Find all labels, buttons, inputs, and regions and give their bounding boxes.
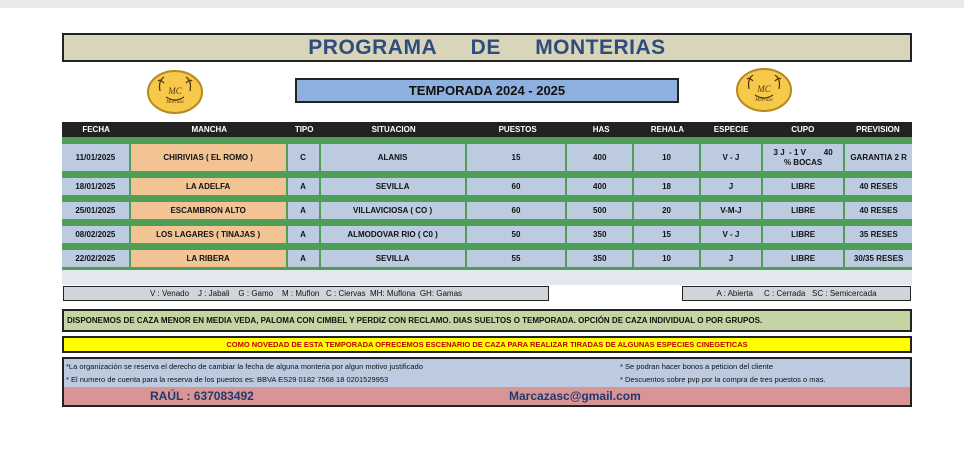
cell-has: 400 xyxy=(567,144,632,171)
row-separator xyxy=(62,219,912,226)
cell-rehala: 20 xyxy=(634,202,699,219)
table-header xyxy=(62,122,912,137)
cell-mancha: CHIRIVIAS ( EL ROMO ) xyxy=(131,144,286,171)
note-date-change: *La organización se reserva el derecho de cambiar la fecha de alguna monteria por algun motivo justificado xyxy=(66,362,423,371)
season-label: TEMPORADA 2024 - 2025 xyxy=(295,78,679,103)
header-situacion: SITUACION xyxy=(371,125,416,134)
svg-text:MC: MC xyxy=(168,86,182,96)
contact-email[interactable]: Marcazasc@gmail.com xyxy=(509,389,641,403)
header-cupo: CUPO xyxy=(791,125,815,134)
cell-situacion: SEVILLA xyxy=(321,178,465,195)
cell-situacion: ALANIS xyxy=(321,144,465,171)
contact-phone[interactable]: RAÚL : 637083492 xyxy=(150,389,254,403)
cell-tipo: A xyxy=(288,202,319,219)
cell-prevision: 30/35 RESES xyxy=(845,250,912,267)
header-puestos: PUESTOS xyxy=(498,125,537,134)
table-row xyxy=(62,202,912,219)
cell-puestos: 15 xyxy=(467,144,566,171)
cell-rehala: 15 xyxy=(634,226,699,243)
cell-fecha: 25/01/2025 xyxy=(62,202,129,219)
notes-box xyxy=(62,357,912,387)
novelty-banner: COMO NOVEDAD DE ESTA TEMPORADA OFRECEMOS ESCENARIO DE CAZA PARA REALIZAR TIRADAS DE ALGUNAS ESPECIES CINEGETICAS xyxy=(62,336,912,353)
header-tipo: TIPO xyxy=(294,125,314,134)
hunts-table xyxy=(62,122,912,275)
header-especie: ESPECIE xyxy=(713,125,749,134)
table-footer-band xyxy=(62,270,912,285)
row-separator xyxy=(62,171,912,178)
cell-especie: J xyxy=(701,178,761,195)
cell-rehala: 10 xyxy=(634,144,699,171)
cell-fecha: 22/02/2025 xyxy=(62,250,129,267)
cell-cupo: LIBRE xyxy=(763,178,843,195)
table-row xyxy=(62,144,912,171)
row-separator xyxy=(62,195,912,202)
row-separator xyxy=(62,243,912,250)
cell-tipo: A xyxy=(288,226,319,243)
contact-bar xyxy=(62,387,912,407)
cell-cupo: LIBRE xyxy=(763,250,843,267)
marcaza-logo-right xyxy=(735,67,793,113)
species-legend: V : Venado J : Jabali G : Gamo M : Muflon C : Ciervas MH: Muflona GH: Gamas xyxy=(63,286,549,301)
cell-mancha: LA RIBERA xyxy=(131,250,286,267)
cell-especie: J xyxy=(701,250,761,267)
cell-fecha: 18/01/2025 xyxy=(62,178,129,195)
note-discounts: * Descuentos sobre pvp por la compra de tres puestos o mas. xyxy=(620,375,826,384)
cell-prevision: 40 RESES xyxy=(845,202,912,219)
cell-has: 400 xyxy=(567,178,632,195)
cell-mancha: LA ADELFA xyxy=(131,178,286,195)
table-row xyxy=(62,250,912,267)
cell-puestos: 60 xyxy=(467,178,566,195)
cell-rehala: 10 xyxy=(634,250,699,267)
cell-rehala: 18 xyxy=(634,178,699,195)
cell-cupo: 3 J - 1 V 40 % BOCAS xyxy=(763,144,843,171)
cell-has: 500 xyxy=(567,202,632,219)
cell-puestos: 60 xyxy=(467,202,566,219)
svg-text:MC: MC xyxy=(757,84,771,94)
cell-situacion: ALMODOVAR RIO ( C0 ) xyxy=(321,226,465,243)
cell-tipo: A xyxy=(288,178,319,195)
page-title: PROGRAMA DE MONTERIAS xyxy=(62,33,912,62)
cell-puestos: 50 xyxy=(467,226,566,243)
logo-text: Marcaza xyxy=(166,100,184,105)
top-band xyxy=(0,0,964,8)
cell-has: 350 xyxy=(567,250,632,267)
cell-situacion: SEVILLA xyxy=(321,250,465,267)
cell-prevision: GARANTIA 2 R xyxy=(845,144,912,171)
cell-has: 350 xyxy=(567,226,632,243)
cell-mancha: ESCAMBRON ALTO xyxy=(131,202,286,219)
cell-prevision: 40 RESES xyxy=(845,178,912,195)
table-row xyxy=(62,226,912,243)
cell-especie: V - J xyxy=(701,144,761,171)
header-fecha: FECHA xyxy=(82,125,110,134)
cell-cupo: LIBRE xyxy=(763,202,843,219)
note-bank-account: * El numero de cuenta para la reserva de los puestos es: BBVA ES29 0182 7568 18 0201529953 xyxy=(66,375,389,384)
cell-situacion: VILLAVICIOSA ( CO ) xyxy=(321,202,465,219)
header-mancha: MANCHA xyxy=(191,125,228,134)
header-rehala: REHALA xyxy=(650,125,685,134)
cell-especie: V-M-J xyxy=(701,202,761,219)
cell-tipo: C xyxy=(288,144,319,171)
cell-prevision: 35 RESES xyxy=(845,226,912,243)
cell-especie: V - J xyxy=(701,226,761,243)
cell-fecha: 11/01/2025 xyxy=(62,144,129,171)
logo-text: Marcaza xyxy=(755,98,773,103)
table-row xyxy=(62,178,912,195)
cell-cupo: LIBRE xyxy=(763,226,843,243)
header-prevision: PREVISION xyxy=(856,125,900,134)
cell-fecha: 08/02/2025 xyxy=(62,226,129,243)
cell-tipo: A xyxy=(288,250,319,267)
marcaza-logo-left xyxy=(146,69,204,115)
cell-puestos: 55 xyxy=(467,250,566,267)
cell-mancha: LOS LAGARES ( TINAJAS ) xyxy=(131,226,286,243)
row-separator xyxy=(62,137,912,144)
small-game-info: DISPONEMOS DE CAZA MENOR EN MEDIA VEDA, PALOMA CON CIMBEL Y PERDIZ CON RECLAMO. DIAS SUELTOS O TEMPORADA. OPCIÓN DE CAZA INDIVIDUAL O POR GRUPOS. xyxy=(62,309,912,332)
header-has: HAS xyxy=(592,125,610,134)
note-vouchers: * Se podran hacer bonos a peticion del cliente xyxy=(620,362,774,371)
type-legend: A : Abierta C : Cerrada SC : Semicercada xyxy=(682,286,911,301)
